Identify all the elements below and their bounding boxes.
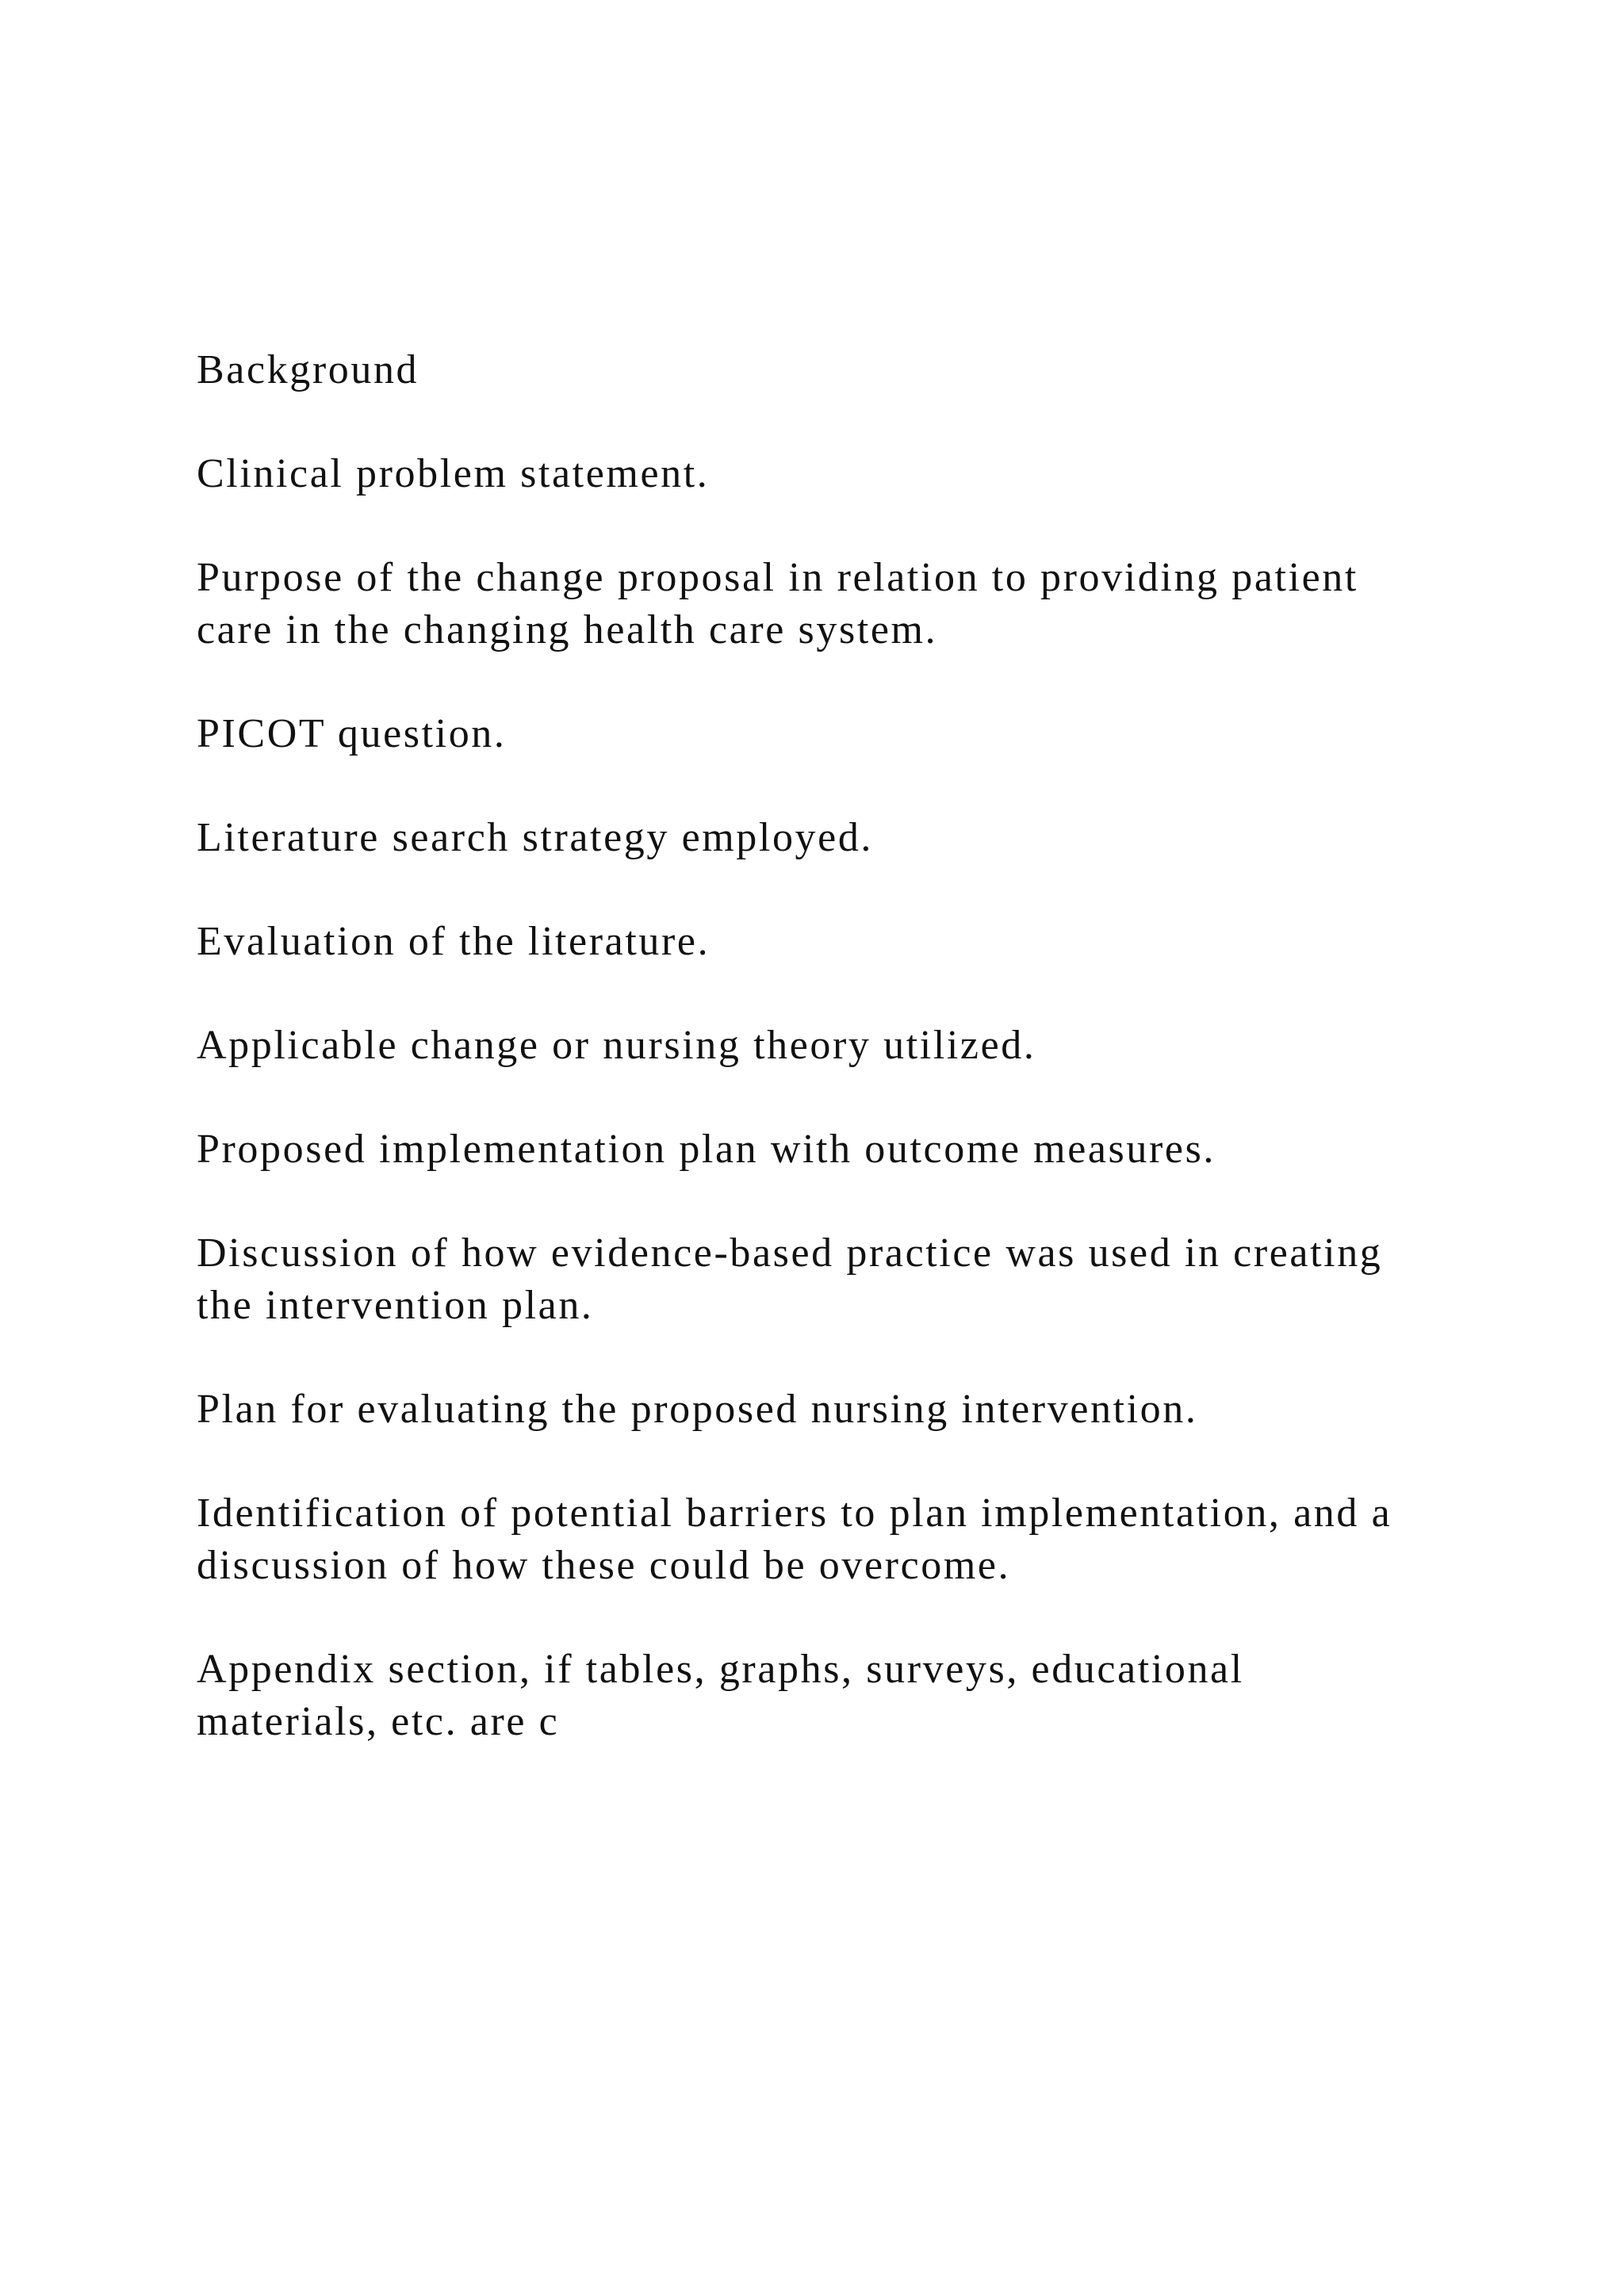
text-line: the intervention plan. [197,1283,594,1328]
text-line: Applicable change or nursing theory utilized. [197,1023,1036,1068]
text-line: Background [197,347,419,392]
text-line: Plan for evaluating the proposed nursing intervention. [197,1387,1198,1432]
text-line: discussion of how these could be overcome. [197,1543,1011,1588]
paragraph-nursing-theory [197,1020,1465,1072]
paragraph-evidence-based-practice [197,1227,1465,1332]
paragraph-literature-search [197,812,1465,864]
paragraph-picot [197,708,1465,760]
text-line: Clinical problem statement. [197,451,710,496]
paragraph-barriers [197,1487,1465,1592]
paragraph-clinical-problem [197,448,1465,500]
paragraph-purpose [197,552,1465,656]
text-line: Discussion of how evidence-based practice was used in creating [197,1230,1383,1276]
text-line: care in the changing health care system. [197,607,938,652]
text-line: Proposed implementation plan with outcome measures. [197,1127,1216,1172]
text-line: Literature search strategy employed. [197,815,874,860]
document-body [197,344,1465,1800]
paragraph-appendix [197,1644,1465,1748]
text-line: materials, etc. are c [197,1699,560,1744]
text-line: Purpose of the change proposal in relation to providing patient [197,555,1358,600]
paragraph-evaluation-literature [197,916,1465,968]
text-line: PICOT question. [197,711,507,756]
heading-background [197,344,1465,396]
text-line: Identification of potential barriers to plan implementation, and a [197,1490,1392,1536]
text-line: Appendix section, if tables, graphs, surveys, educational [197,1647,1244,1692]
text-line: Evaluation of the literature. [197,919,710,964]
paragraph-implementation-plan [197,1123,1465,1176]
paragraph-evaluation-plan [197,1383,1465,1436]
